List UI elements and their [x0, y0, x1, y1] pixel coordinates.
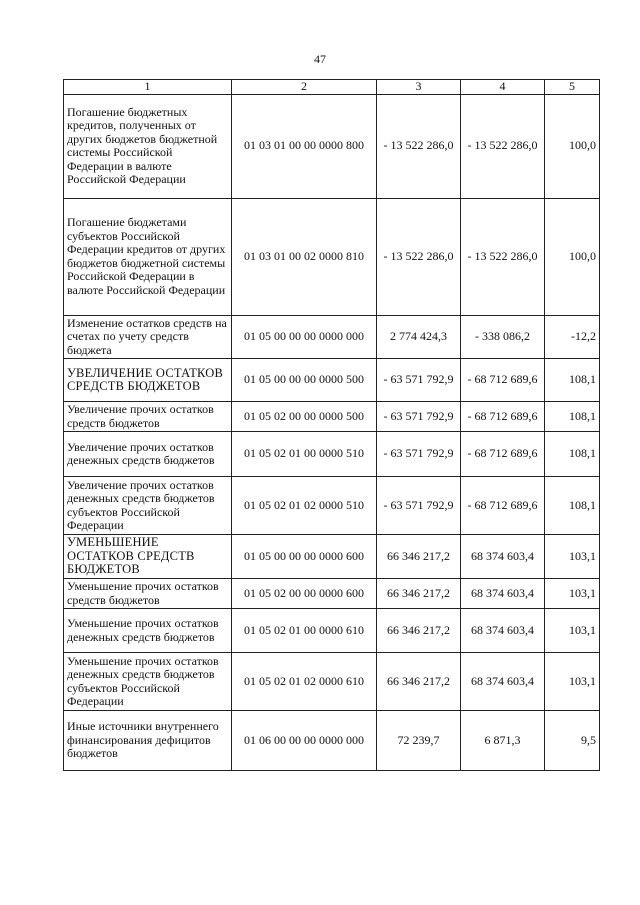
row-name: Уменьшение прочих остатков денежных средств бюджетов [64, 609, 232, 653]
table-row [64, 198, 600, 315]
row-code: 01 05 02 01 02 0000 510 [232, 477, 377, 535]
row-code: 01 05 02 01 00 0000 510 [232, 432, 377, 477]
row-name: Иные источники внутреннего финансирования дефицитов бюджетов [64, 711, 232, 771]
row-value-5: 103,1 [545, 609, 600, 653]
row-name: Уменьшение прочих остатков денежных средств бюджетов субъектов Российской Федерации [64, 653, 232, 711]
row-value-5: 103,1 [545, 535, 600, 579]
row-code: 01 06 00 00 00 0000 000 [232, 711, 377, 771]
table-row [64, 402, 600, 432]
table-row [64, 653, 600, 711]
row-name: Уменьшение прочих остатков средств бюджетов [64, 579, 232, 609]
row-code: 01 03 01 00 02 0000 810 [232, 198, 377, 315]
row-code: 01 05 02 00 00 0000 600 [232, 579, 377, 609]
row-value-5: 9,5 [545, 711, 600, 771]
budget-sources-table [63, 79, 600, 771]
row-value-5: 103,1 [545, 579, 600, 609]
row-value-4: - 68 712 689,6 [461, 402, 545, 432]
row-value-3: 66 346 217,2 [377, 535, 461, 579]
column-header-4: 4 [461, 80, 545, 95]
row-value-3: - 63 571 792,9 [377, 477, 461, 535]
row-name: УВЕЛИЧЕНИЕ ОСТАТКОВ СРЕДСТВ БЮДЖЕТОВ [64, 359, 232, 402]
table-row [64, 315, 600, 359]
row-name: Увеличение прочих остатков денежных средств бюджетов [64, 432, 232, 477]
row-value-3: - 13 522 286,0 [377, 198, 461, 315]
row-value-4: 68 374 603,4 [461, 535, 545, 579]
table-row [64, 579, 600, 609]
row-name: Погашение бюджетных кредитов, полученных от других бюджетов бюджетной системы Российской Федерации в валюте Российской Федерации [64, 94, 232, 198]
row-value-3: 66 346 217,2 [377, 579, 461, 609]
row-value-5: 108,1 [545, 432, 600, 477]
column-header-3: 3 [377, 80, 461, 95]
row-code: 01 05 00 00 00 0000 500 [232, 359, 377, 402]
table-row [64, 609, 600, 653]
row-value-3: 66 346 217,2 [377, 609, 461, 653]
table-row [64, 359, 600, 402]
row-value-5: 108,1 [545, 477, 600, 535]
row-value-3: 72 239,7 [377, 711, 461, 771]
row-value-4: - 338 086,2 [461, 315, 545, 359]
row-value-5: 108,1 [545, 402, 600, 432]
row-name: Увеличение прочих остатков денежных средств бюджетов субъектов Российской Федерации [64, 477, 232, 535]
table-row [64, 94, 600, 198]
row-value-3: 66 346 217,2 [377, 653, 461, 711]
row-value-4: 68 374 603,4 [461, 609, 545, 653]
row-value-4: 68 374 603,4 [461, 579, 545, 609]
row-value-4: - 13 522 286,0 [461, 94, 545, 198]
row-code: 01 05 02 01 02 0000 610 [232, 653, 377, 711]
row-code: 01 03 01 00 00 0000 800 [232, 94, 377, 198]
table-header-row [64, 80, 600, 95]
row-value-4: - 13 522 286,0 [461, 198, 545, 315]
table-row [64, 432, 600, 477]
row-value-4: 6 871,3 [461, 711, 545, 771]
row-value-3: - 63 571 792,9 [377, 359, 461, 402]
column-header-2: 2 [232, 80, 377, 95]
row-value-4: - 68 712 689,6 [461, 477, 545, 535]
row-value-3: - 63 571 792,9 [377, 402, 461, 432]
row-value-4: 68 374 603,4 [461, 653, 545, 711]
row-code: 01 05 02 00 00 0000 500 [232, 402, 377, 432]
row-value-5: 108,1 [545, 359, 600, 402]
row-value-4: - 68 712 689,6 [461, 359, 545, 402]
row-name: Увеличение прочих остатков средств бюджетов [64, 402, 232, 432]
row-name: УМЕНЬШЕНИЕ ОСТАТКОВ СРЕДСТВ БЮДЖЕТОВ [64, 535, 232, 579]
column-header-5: 5 [545, 80, 600, 95]
row-value-5: 103,1 [545, 653, 600, 711]
row-value-5: 100,0 [545, 198, 600, 315]
column-header-1: 1 [64, 80, 232, 95]
row-name: Погашение бюджетами субъектов Российской Федерации кредитов от других бюджетов бюджетной системы Российской Федерации в валюте Российской Федерации [64, 198, 232, 315]
row-value-5: 100,0 [545, 94, 600, 198]
page-number: 47 [314, 52, 326, 66]
row-code: 01 05 00 00 00 0000 600 [232, 535, 377, 579]
row-value-3: - 13 522 286,0 [377, 94, 461, 198]
row-name: Изменение остатков средств на счетах по учету средств бюджета [64, 315, 232, 359]
table-row [64, 477, 600, 535]
row-value-3: - 63 571 792,9 [377, 432, 461, 477]
row-value-4: - 68 712 689,6 [461, 432, 545, 477]
row-value-5: -12,2 [545, 315, 600, 359]
table-row [64, 535, 600, 579]
table-row [64, 711, 600, 771]
row-code: 01 05 02 01 00 0000 610 [232, 609, 377, 653]
row-value-3: 2 774 424,3 [377, 315, 461, 359]
row-code: 01 05 00 00 00 0000 000 [232, 315, 377, 359]
